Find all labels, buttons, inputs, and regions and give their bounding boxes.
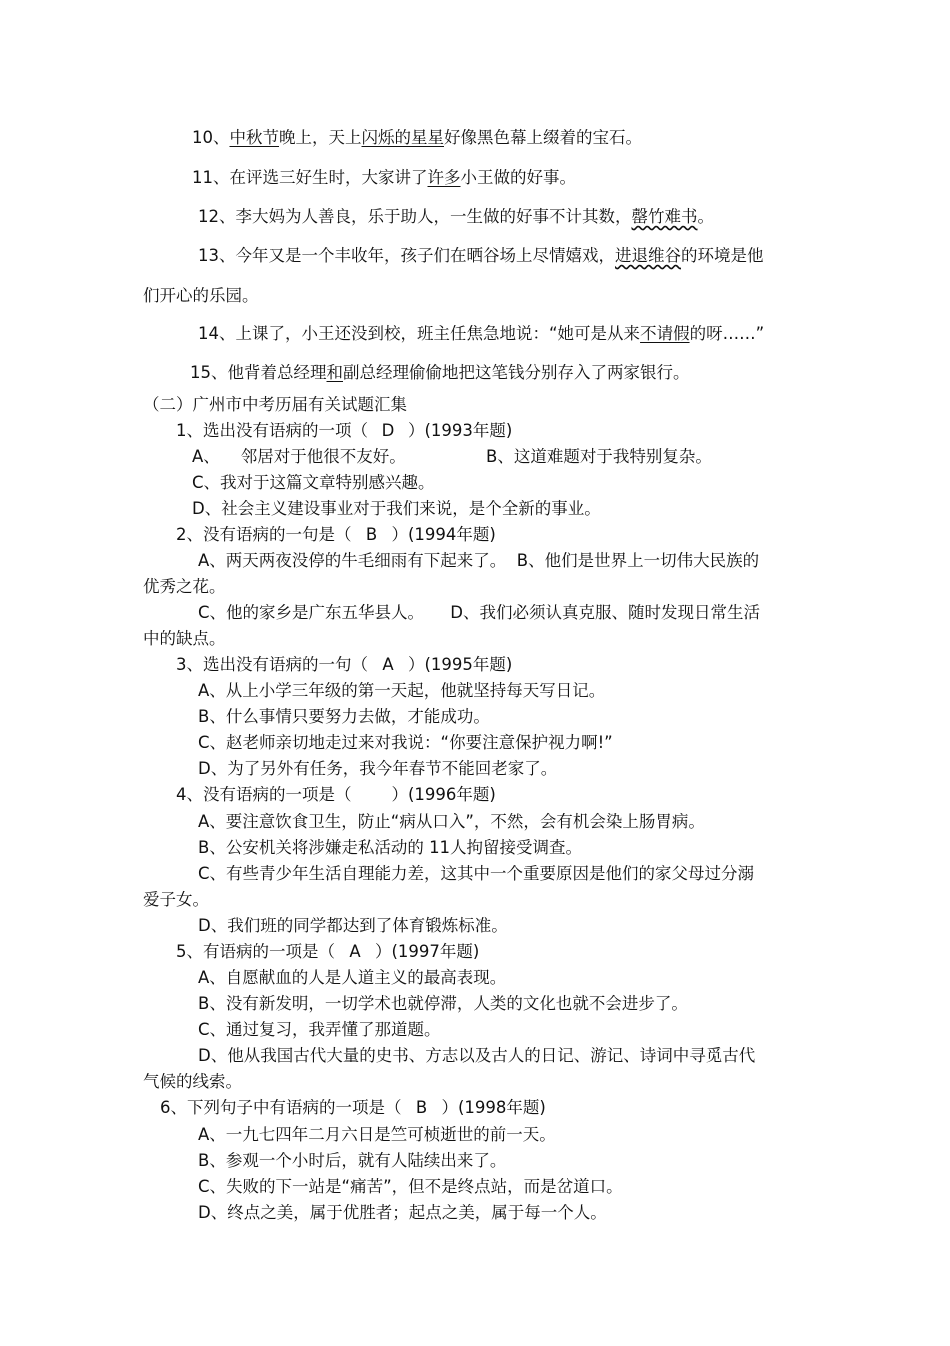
answer-value: B — [415, 1098, 428, 1117]
q4-option-a: A、要注意饮食卫生，防止“病从口入”，不然，会有机会染上肠胃病。 — [198, 812, 705, 831]
item-14: 14、上课了，小王还没到校，班主任焦急地说：“她可是从来不请假的呀……” — [198, 324, 765, 343]
q4-option-c-line-2: 爱子女。 — [143, 890, 209, 909]
item-13: 13、今年又是一个丰收年，孩子们在晒谷场上尽情嬉戏，进退维谷的环境是他 — [198, 246, 764, 265]
item-11: 11、在评选三好生时，大家讲了许多小王做的好事。 — [192, 168, 576, 187]
section-title: （二）广州市中考历届有关试题汇集 — [143, 395, 407, 414]
underlined-phrase: 罄竹难书 — [631, 207, 698, 226]
item-10: 10、中秋节晚上，天上闪烁的星星好像黑色幕上缀着的宝石。 — [192, 128, 642, 147]
answer-value: D — [381, 421, 395, 440]
q6-option-a: A、一九七四年二月六日是竺可桢逝世的前一天。 — [198, 1125, 556, 1144]
q1-option-c: C、我对于这篇文章特别感兴趣。 — [192, 473, 435, 492]
answer-value: A — [382, 655, 394, 674]
q4-option-d: D、我们班的同学都达到了体育锻炼标准。 — [198, 916, 508, 935]
question-6-stem: 6、下列句子中有语病的一项是（ B ）(1998年题) — [160, 1098, 546, 1117]
question-4-stem: 4、没有语病的一项是（ ）(1996年题) — [176, 785, 496, 804]
q4-option-b: B、公安机关将涉嫌走私活动的 11人拘留接受调查。 — [198, 838, 583, 857]
q1-option-d: D、社会主义建设事业对于我们来说，是个全新的事业。 — [192, 499, 601, 518]
q6-option-d: D、终点之美，属于优胜者；起点之美，属于每一个人。 — [198, 1203, 607, 1222]
question-3-stem: 3、选出没有语病的一句（ A ）(1995年题) — [176, 655, 513, 674]
q3-option-b: B、什么事情只要努力去做，才能成功。 — [198, 707, 490, 726]
question-2-stem: 2、没有语病的一句是（ B ）(1994年题) — [176, 525, 496, 544]
answer-value: B — [365, 525, 378, 544]
underlined-phrase: 许多 — [427, 168, 461, 187]
question-1-stem: 1、选出没有语病的一项（ D ）(1993年题) — [176, 421, 513, 440]
item-15: 15、他背着总经理和副总经理偷偷地把这笔钱分别存入了两家银行。 — [190, 363, 690, 382]
q6-option-c: C、失败的下一站是“痛苦”，但不是终点站，而是岔道口。 — [198, 1177, 623, 1196]
q3-option-a: A、从上小学三年级的第一天起，他就坚持每天写日记。 — [198, 681, 606, 700]
q5-option-b: B、没有新发明，一切学术也就停滞，人类的文化也就不会进步了。 — [198, 994, 688, 1013]
q2-options-line-3: C、他的家乡是广东五华县人。 D、我们必须认真克服、随时发现日常生活 — [198, 603, 760, 622]
item-12: 12、李大妈为人善良，乐于助人，一生做的好事不计其数，罄竹难书。 — [198, 207, 714, 226]
underlined-phrase: 和 — [326, 363, 343, 382]
q3-option-c: C、赵老师亲切地走过来对我说：“你要注意保护视力啊!” — [198, 733, 613, 752]
q2-options-line-4: 中的缺点。 — [143, 629, 226, 648]
item-13-continuation: 们开心的乐园。 — [143, 286, 259, 305]
q2-options-line-1: A、两天两夜没停的牛毛细雨有下起来了。 B、他们是世界上一切伟大民族的 — [198, 551, 760, 570]
underlined-phrase: 中秋节 — [229, 128, 279, 147]
answer-value: A — [349, 942, 361, 961]
q6-option-b: B、参观一个小时后，就有人陆续出来了。 — [198, 1151, 507, 1170]
question-5-stem: 5、有语病的一项是（ A ）(1997年题) — [176, 942, 480, 961]
underlined-phrase: 闪烁的星星 — [361, 128, 444, 147]
q1-option-a: A、 邻居对于他很不友好。 — [192, 447, 406, 466]
q3-option-d: D、为了另外有任务，我今年春节不能回老家了。 — [198, 759, 558, 778]
q1-option-b: B、这道难题对于我特别复杂。 — [486, 447, 712, 466]
q4-option-c-line-1: C、有些青少年生活自理能力差，这其中一个重要原因是他们的家父母过分溺 — [198, 864, 755, 883]
q5-option-c: C、通过复习，我弄懂了那道题。 — [198, 1020, 441, 1039]
q5-option-d-line-1: D、他从我国古代大量的史书、方志以及古人的日记、游记、诗词中寻觅古代 — [198, 1046, 756, 1065]
q2-options-line-2: 优秀之花。 — [143, 577, 226, 596]
underlined-phrase: 进退维谷 — [615, 246, 681, 265]
underlined-phrase: 不请假 — [640, 324, 690, 343]
q5-option-d-line-2: 气候的线索。 — [143, 1072, 242, 1091]
q5-option-a: A、自愿献血的人是人道主义的最高表现。 — [198, 968, 507, 987]
